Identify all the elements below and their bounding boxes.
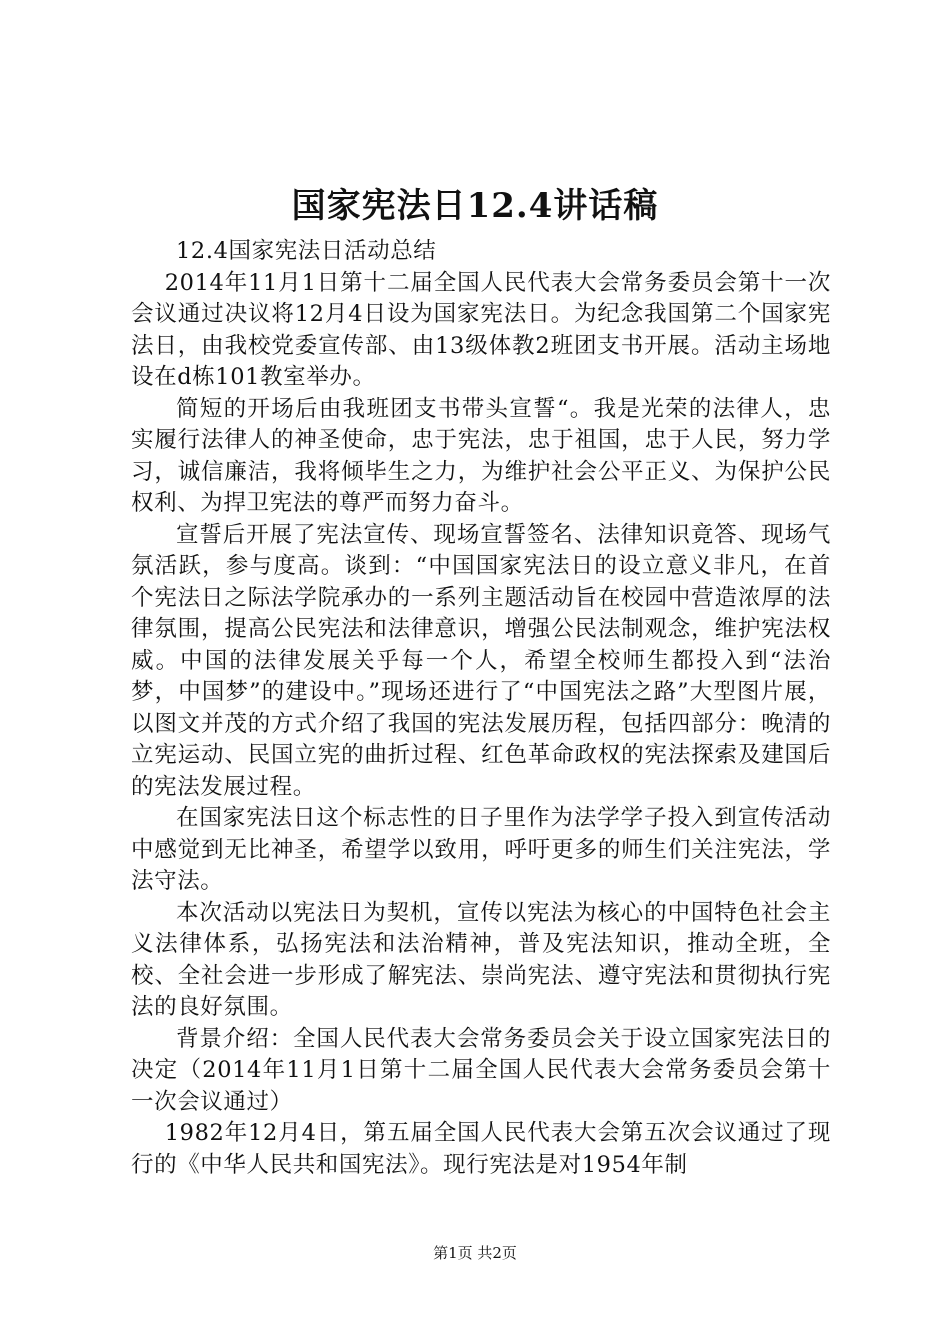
paragraph: 宣誓后开展了宪法宣传、现场宣誓签名、法律知识竟答、现场气氛活跃，参与度高。谈到：“中国国家宪法日的设立意义非凡，在首个宪法日之际法学院承办的一系列主题活动旨在校园中营造浓厚的法律氛围，提高公民宪法和法律意识，增强公民法制观念，维护宪法权威。中国的法律发展关乎每一个人，希望全校师生都投入到“法治梦，中国梦”的建设中。”现场还进行了“中国宪法之路”大型图片展，以图文并茂的方式介绍了我国的宪法发展历程，包括四部分：晚清的立宪运动、民国立宪的曲折过程、红色革命政权的宪法探索及建国后的宪法发展过程。: [131, 521, 831, 800]
paragraph: 本次活动以宪法日为契机，宣传以宪法为核心的中国特色社会主义法律体系，弘扬宪法和法治精神，普及宪法知识，推动全班，全校、全社会进一步形成了解宪法、崇尚宪法、遵守宪法和贯彻执行宪法的良好氛围。: [131, 899, 831, 1020]
paragraph: 简短的开场后由我班团支书带头宣誓“。我是光荣的法律人，忠实履行法律人的神圣使命，忠于宪法，忠于祖国，忠于人民，努力学习，诚信廉洁，我将倾毕生之力，为维护社会公平正义、为保护公民权利、为捍卫宪法的尊严而努力奋斗。: [131, 395, 831, 516]
paragraph: 背景介绍：全国人民代表大会常务委员会关于设立国家宪法日的决定（2014年11月1日第十二届全国人民代表大会常务委员会第十一次会议通过）: [131, 1025, 831, 1115]
paragraph: 在国家宪法日这个标志性的日子里作为法学学子投入到宣传活动中感觉到无比神圣，希望学以致用，呼吁更多的师生们关注宪法，学法守法。: [131, 805, 831, 894]
page-footer: 第1页 共2页: [433, 1244, 517, 1262]
document-title: 国家宪法日12.4讲话稿: [291, 186, 659, 226]
document-body: [131, 236, 831, 1181]
paragraph-subtitle: 12.4国家宪法日活动总结: [176, 238, 437, 264]
paragraph: 1982年12月4日，第五届全国人民代表大会第五次会议通过了现行的《中华人民共和国宪法》。现行宪法是对1954年制: [131, 1120, 831, 1178]
paragraph: 2014年11月1日第十二届全国人民代表大会常务委员会第十一次会议通过决议将12月4日设为国家宪法日。为纪念我国第二个国家宪法日，由我校党委宣传部、由13级体教2班团支书开展。活动主场地设在d栋101教室举办。: [131, 269, 831, 390]
